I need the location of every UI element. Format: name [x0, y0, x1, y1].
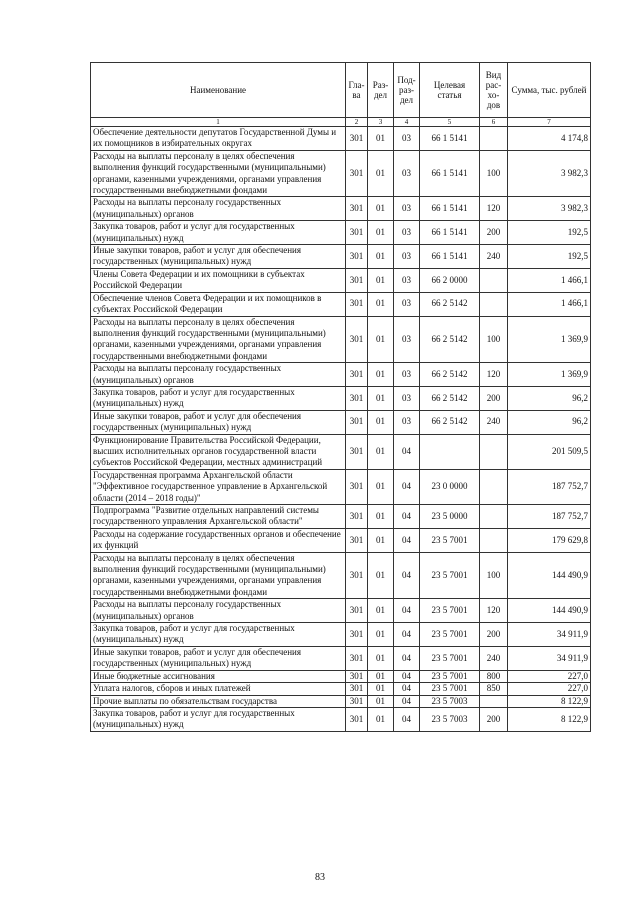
row-summa: 192,5 — [508, 245, 591, 269]
row-podrazdel: 04 — [394, 552, 420, 599]
row-statya: 23 5 7001 — [420, 623, 480, 647]
row-podrazdel: 03 — [394, 127, 420, 151]
table-row — [91, 150, 591, 197]
row-glava: 301 — [346, 599, 368, 623]
row-glava: 301 — [346, 707, 368, 731]
row-razdel: 01 — [368, 221, 394, 245]
row-summa: 1 369,9 — [508, 316, 591, 363]
row-glava: 301 — [346, 410, 368, 434]
table-row — [91, 469, 591, 504]
row-glava: 301 — [346, 245, 368, 269]
row-statya: 66 2 0000 — [420, 268, 480, 292]
row-statya: 23 5 7001 — [420, 683, 480, 695]
row-glava: 301 — [346, 221, 368, 245]
row-statya: 66 2 5142 — [420, 292, 480, 316]
row-glava: 301 — [346, 150, 368, 197]
row-summa: 96,2 — [508, 386, 591, 410]
row-vid: 800 — [480, 670, 508, 682]
row-name: Иные закупки товаров, работ и услуг для обеспечения государственных (муниципальных) нужд — [91, 245, 346, 269]
row-podrazdel: 04 — [394, 434, 420, 469]
row-name: Функционирование Правительства Российской Федерации, высших исполнительных органов государственной власти субъектов Российской Федерации, местных администраций — [91, 434, 346, 469]
row-glava: 301 — [346, 695, 368, 707]
row-name: Прочие выплаты по обязательствам государства — [91, 695, 346, 707]
table-body — [91, 127, 591, 732]
row-podrazdel: 03 — [394, 150, 420, 197]
row-razdel: 01 — [368, 127, 394, 151]
row-podrazdel: 03 — [394, 316, 420, 363]
row-summa: 34 911,9 — [508, 646, 591, 670]
row-glava: 301 — [346, 363, 368, 387]
column-number: 5 — [420, 118, 480, 127]
row-razdel: 01 — [368, 707, 394, 731]
row-summa: 1 466,1 — [508, 292, 591, 316]
row-podrazdel: 04 — [394, 646, 420, 670]
row-name: Иные закупки товаров, работ и услуг для обеспечения государственных (муниципальных) нужд — [91, 410, 346, 434]
table-row — [91, 695, 591, 707]
budget-table — [90, 62, 591, 732]
row-name: Обеспечение членов Совета Федерации и их помощников в субъектах Российской Федерации — [91, 292, 346, 316]
row-razdel: 01 — [368, 670, 394, 682]
row-vid: 200 — [480, 623, 508, 647]
row-glava: 301 — [346, 505, 368, 529]
row-glava: 301 — [346, 670, 368, 682]
header-summa: Сумма, тыс. рублей — [508, 63, 591, 118]
column-number: 1 — [91, 118, 346, 127]
page-number: 83 — [315, 872, 325, 883]
column-number: 2 — [346, 118, 368, 127]
header-name: Наименование — [91, 63, 346, 118]
row-podrazdel: 03 — [394, 221, 420, 245]
table-row — [91, 670, 591, 682]
row-vid: 100 — [480, 316, 508, 363]
row-vid: 100 — [480, 150, 508, 197]
row-vid: 100 — [480, 552, 508, 599]
row-statya: 23 5 7001 — [420, 528, 480, 552]
row-glava: 301 — [346, 528, 368, 552]
table-row — [91, 599, 591, 623]
table-header-row — [91, 63, 591, 118]
row-statya: 66 1 5141 — [420, 150, 480, 197]
table-row — [91, 623, 591, 647]
row-glava: 301 — [346, 623, 368, 647]
row-podrazdel: 04 — [394, 670, 420, 682]
table-row — [91, 552, 591, 599]
row-statya: 23 5 7003 — [420, 695, 480, 707]
row-statya: 23 5 7001 — [420, 646, 480, 670]
row-statya: 23 5 7001 — [420, 670, 480, 682]
row-vid — [480, 695, 508, 707]
row-summa: 227,0 — [508, 683, 591, 695]
row-summa: 3 982,3 — [508, 150, 591, 197]
row-podrazdel: 04 — [394, 528, 420, 552]
table-row — [91, 434, 591, 469]
table-row — [91, 707, 591, 731]
table-row — [91, 646, 591, 670]
row-name: Расходы на выплаты персоналу государственных (муниципальных) органов — [91, 599, 346, 623]
row-summa: 8 122,9 — [508, 707, 591, 731]
header-razdel: Раз-дел — [368, 63, 394, 118]
row-vid: 120 — [480, 363, 508, 387]
table-row — [91, 410, 591, 434]
row-summa: 192,5 — [508, 221, 591, 245]
table-row — [91, 683, 591, 695]
row-razdel: 01 — [368, 469, 394, 504]
row-vid: 200 — [480, 386, 508, 410]
row-statya: 66 2 5142 — [420, 316, 480, 363]
row-statya: 23 0 0000 — [420, 469, 480, 504]
row-razdel: 01 — [368, 505, 394, 529]
header-vid: Вид рас-хо-дов — [480, 63, 508, 118]
row-vid: 200 — [480, 221, 508, 245]
row-name: Уплата налогов, сборов и иных платежей — [91, 683, 346, 695]
row-summa: 227,0 — [508, 670, 591, 682]
row-summa: 1 369,9 — [508, 363, 591, 387]
row-name: Иные бюджетные ассигнования — [91, 670, 346, 682]
row-statya: 66 1 5141 — [420, 197, 480, 221]
row-statya: 66 1 5141 — [420, 127, 480, 151]
table-row — [91, 268, 591, 292]
table-row — [91, 363, 591, 387]
row-summa: 1 466,1 — [508, 268, 591, 292]
row-razdel: 01 — [368, 552, 394, 599]
header-podrazdel: Под-раз-дел — [394, 63, 420, 118]
row-podrazdel: 04 — [394, 683, 420, 695]
row-razdel: 01 — [368, 410, 394, 434]
row-statya: 66 2 5142 — [420, 363, 480, 387]
row-razdel: 01 — [368, 197, 394, 221]
row-summa: 187 752,7 — [508, 505, 591, 529]
row-summa: 8 122,9 — [508, 695, 591, 707]
column-number: 7 — [508, 118, 591, 127]
row-vid: 240 — [480, 245, 508, 269]
header-statya: Целевая статья — [420, 63, 480, 118]
row-glava: 301 — [346, 552, 368, 599]
row-razdel: 01 — [368, 292, 394, 316]
row-glava: 301 — [346, 386, 368, 410]
row-name: Подпрограмма "Развитие отдельных направлений системы государственного управления Архангельской области" — [91, 505, 346, 529]
row-glava: 301 — [346, 197, 368, 221]
column-number-row — [91, 118, 591, 127]
row-podrazdel: 04 — [394, 695, 420, 707]
row-vid: 240 — [480, 410, 508, 434]
row-podrazdel: 03 — [394, 268, 420, 292]
row-summa: 187 752,7 — [508, 469, 591, 504]
row-razdel: 01 — [368, 599, 394, 623]
row-statya: 23 5 0000 — [420, 505, 480, 529]
row-summa: 201 509,5 — [508, 434, 591, 469]
row-statya: 23 5 7001 — [420, 599, 480, 623]
row-podrazdel: 04 — [394, 599, 420, 623]
row-statya: 23 5 7003 — [420, 707, 480, 731]
row-glava: 301 — [346, 292, 368, 316]
row-name: Расходы на выплаты персоналу в целях обеспечения выполнения функций государственными (муниципальными) органами, казенными учреждениями, органами управления государственными внебюджетными фондами — [91, 316, 346, 363]
row-name: Закупка товаров, работ и услуг для государственных (муниципальных) нужд — [91, 707, 346, 731]
row-summa: 3 982,3 — [508, 197, 591, 221]
row-razdel: 01 — [368, 150, 394, 197]
column-number: 6 — [480, 118, 508, 127]
row-podrazdel: 03 — [394, 363, 420, 387]
row-vid: 850 — [480, 683, 508, 695]
row-name: Расходы на выплаты персоналу в целях обеспечения выполнения функций государственными (муниципальными) органами, казенными учреждениями, органами управления государственными внебюджетными фондами — [91, 552, 346, 599]
header-glava: Гла-ва — [346, 63, 368, 118]
row-name: Расходы на содержание государственных органов и обеспечение их функций — [91, 528, 346, 552]
row-glava: 301 — [346, 268, 368, 292]
row-vid: 200 — [480, 707, 508, 731]
row-razdel: 01 — [368, 695, 394, 707]
row-summa: 144 490,9 — [508, 599, 591, 623]
table-row — [91, 292, 591, 316]
row-podrazdel: 03 — [394, 386, 420, 410]
row-razdel: 01 — [368, 268, 394, 292]
table-row — [91, 197, 591, 221]
row-name: Закупка товаров, работ и услуг для государственных (муниципальных) нужд — [91, 386, 346, 410]
row-podrazdel: 03 — [394, 197, 420, 221]
row-vid: 120 — [480, 599, 508, 623]
row-razdel: 01 — [368, 245, 394, 269]
row-razdel: 01 — [368, 683, 394, 695]
row-statya: 66 1 5141 — [420, 221, 480, 245]
row-podrazdel: 04 — [394, 707, 420, 731]
row-podrazdel: 04 — [394, 505, 420, 529]
row-vid — [480, 528, 508, 552]
row-summa: 96,2 — [508, 410, 591, 434]
row-name: Расходы на выплаты персоналу государственных (муниципальных) органов — [91, 197, 346, 221]
row-razdel: 01 — [368, 386, 394, 410]
row-summa: 144 490,9 — [508, 552, 591, 599]
row-name: Закупка товаров, работ и услуг для государственных (муниципальных) нужд — [91, 623, 346, 647]
row-statya — [420, 434, 480, 469]
row-name: Иные закупки товаров, работ и услуг для обеспечения государственных (муниципальных) нужд — [91, 646, 346, 670]
row-podrazdel: 03 — [394, 410, 420, 434]
row-razdel: 01 — [368, 434, 394, 469]
column-number: 3 — [368, 118, 394, 127]
row-vid — [480, 127, 508, 151]
row-razdel: 01 — [368, 623, 394, 647]
row-summa: 34 911,9 — [508, 623, 591, 647]
row-glava: 301 — [346, 434, 368, 469]
document-page — [90, 62, 590, 732]
row-statya: 66 1 5141 — [420, 245, 480, 269]
column-number: 4 — [394, 118, 420, 127]
row-statya: 66 2 5142 — [420, 386, 480, 410]
row-name: Расходы на выплаты персоналу государственных (муниципальных) органов — [91, 363, 346, 387]
row-podrazdel: 04 — [394, 469, 420, 504]
row-statya: 23 5 7001 — [420, 552, 480, 599]
table-row — [91, 528, 591, 552]
row-name: Обеспечение деятельности депутатов Государственной Думы и их помощников в избирательных округах — [91, 127, 346, 151]
row-summa: 4 174,8 — [508, 127, 591, 151]
row-razdel: 01 — [368, 316, 394, 363]
row-name: Государственная программа Архангельской области "Эффективное государственное управление в Архангельской области (2014 – 2018 годы)" — [91, 469, 346, 504]
row-vid — [480, 292, 508, 316]
row-razdel: 01 — [368, 528, 394, 552]
row-podrazdel: 03 — [394, 245, 420, 269]
row-name: Члены Совета Федерации и их помощники в субъектах Российской Федерации — [91, 268, 346, 292]
row-name: Закупка товаров, работ и услуг для государственных (муниципальных) нужд — [91, 221, 346, 245]
row-name: Расходы на выплаты персоналу в целях обеспечения выполнения функций государственными (муниципальными) органами, казенными учреждениями, органами управления государственными внебюджетными фондами — [91, 150, 346, 197]
table-row — [91, 505, 591, 529]
table-row — [91, 316, 591, 363]
row-statya: 66 2 5142 — [420, 410, 480, 434]
table-row — [91, 221, 591, 245]
row-glava: 301 — [346, 646, 368, 670]
row-vid: 240 — [480, 646, 508, 670]
row-razdel: 01 — [368, 646, 394, 670]
row-podrazdel: 03 — [394, 292, 420, 316]
row-glava: 301 — [346, 316, 368, 363]
row-glava: 301 — [346, 683, 368, 695]
row-summa: 179 629,8 — [508, 528, 591, 552]
row-razdel: 01 — [368, 363, 394, 387]
row-glava: 301 — [346, 127, 368, 151]
row-vid — [480, 469, 508, 504]
table-row — [91, 245, 591, 269]
row-vid: 120 — [480, 197, 508, 221]
row-vid — [480, 434, 508, 469]
table-row — [91, 386, 591, 410]
row-vid — [480, 268, 508, 292]
row-glava: 301 — [346, 469, 368, 504]
row-vid — [480, 505, 508, 529]
row-podrazdel: 04 — [394, 623, 420, 647]
table-row — [91, 127, 591, 151]
